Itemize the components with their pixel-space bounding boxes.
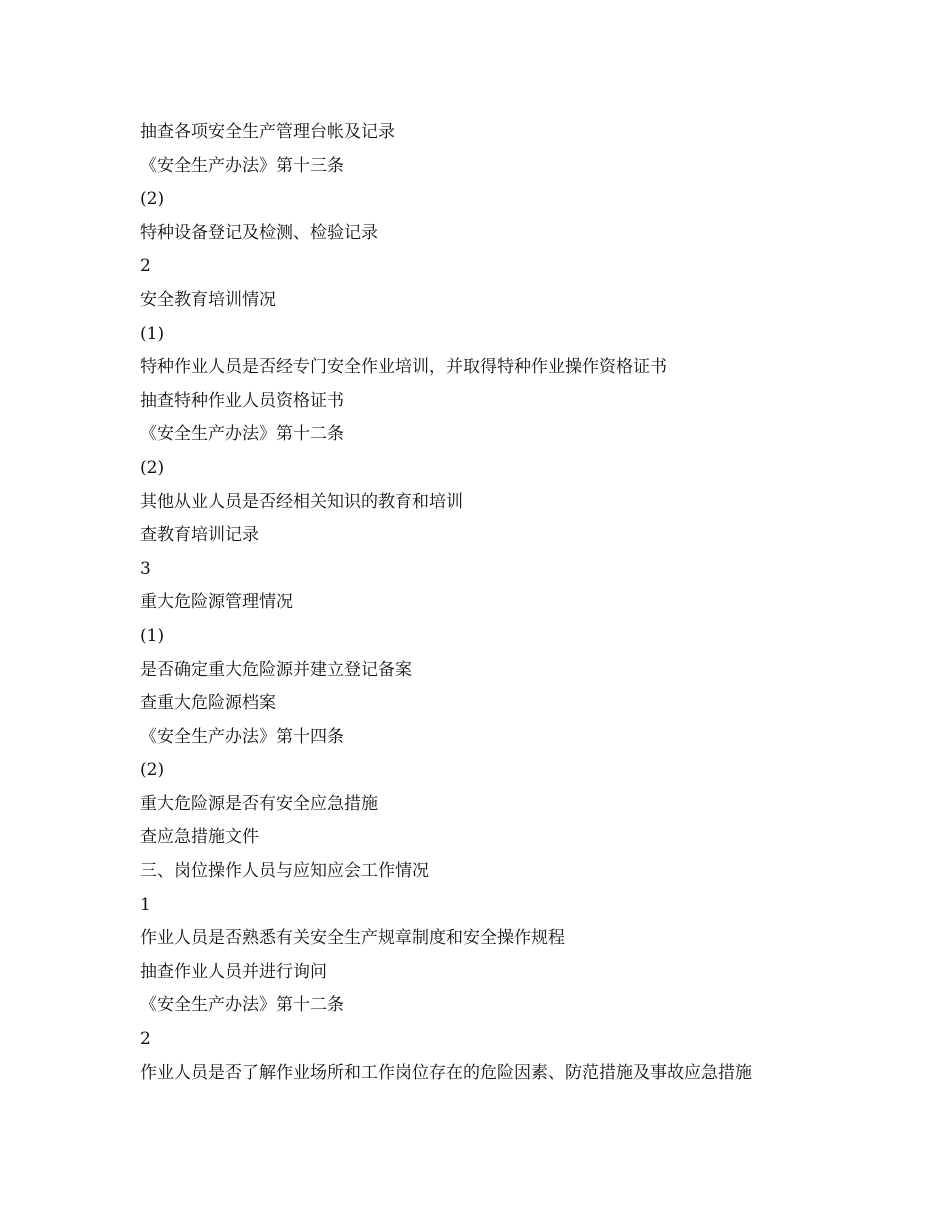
text-line: 特种设备登记及检测、检验记录 (140, 222, 378, 243)
text-line: (2) (140, 189, 165, 210)
text-line: 是否确定重大危险源并建立登记备案 (140, 659, 412, 680)
text-line: 作业人员是否熟悉有关安全生产规章制度和安全操作规程 (140, 928, 565, 949)
text-line: 1 (140, 894, 151, 915)
text-line: 安全教育培训情况 (140, 289, 276, 310)
text-line: 《安全生产办法》第十二条 (140, 995, 344, 1016)
text-line: 抽查特种作业人员资格证书 (140, 390, 344, 411)
text-line: 作业人员是否了解作业场所和工作岗位存在的危险因素、防范措施及事故应急措施 (140, 1062, 752, 1083)
text-line: (2) (140, 760, 165, 781)
text-line: (1) (140, 625, 165, 646)
text-line: 3 (140, 558, 151, 579)
text-line: 三、岗位操作人员与应知应会工作情况 (140, 861, 429, 882)
text-line: 查应急措施文件 (140, 827, 259, 848)
text-line: 重大危险源管理情况 (140, 592, 293, 613)
text-line: 重大危险源是否有安全应急措施 (140, 793, 378, 814)
text-line: 《安全生产办法》第十三条 (140, 155, 344, 176)
text-line: 特种作业人员是否经专门安全作业培训，并取得特种作业操作资格证书 (140, 357, 667, 378)
text-line: 抽查各项安全生产管理台帐及记录 (140, 122, 395, 142)
text-line: (2) (140, 457, 165, 478)
text-line: 其他从业人员是否经相关知识的教育和培训 (140, 491, 463, 512)
text-line: 2 (140, 1029, 151, 1050)
text-line: 查教育培训记录 (140, 525, 259, 546)
text-line: 查重大危险源档案 (140, 693, 276, 714)
text-line: 《安全生产办法》第十二条 (140, 424, 344, 445)
document-body (140, 116, 840, 1090)
text-line: (1) (140, 323, 165, 344)
text-line: 抽查作业人员并进行询问 (140, 961, 327, 982)
text-line: 2 (140, 256, 151, 277)
text-line: 《安全生产办法》第十四条 (140, 726, 344, 747)
